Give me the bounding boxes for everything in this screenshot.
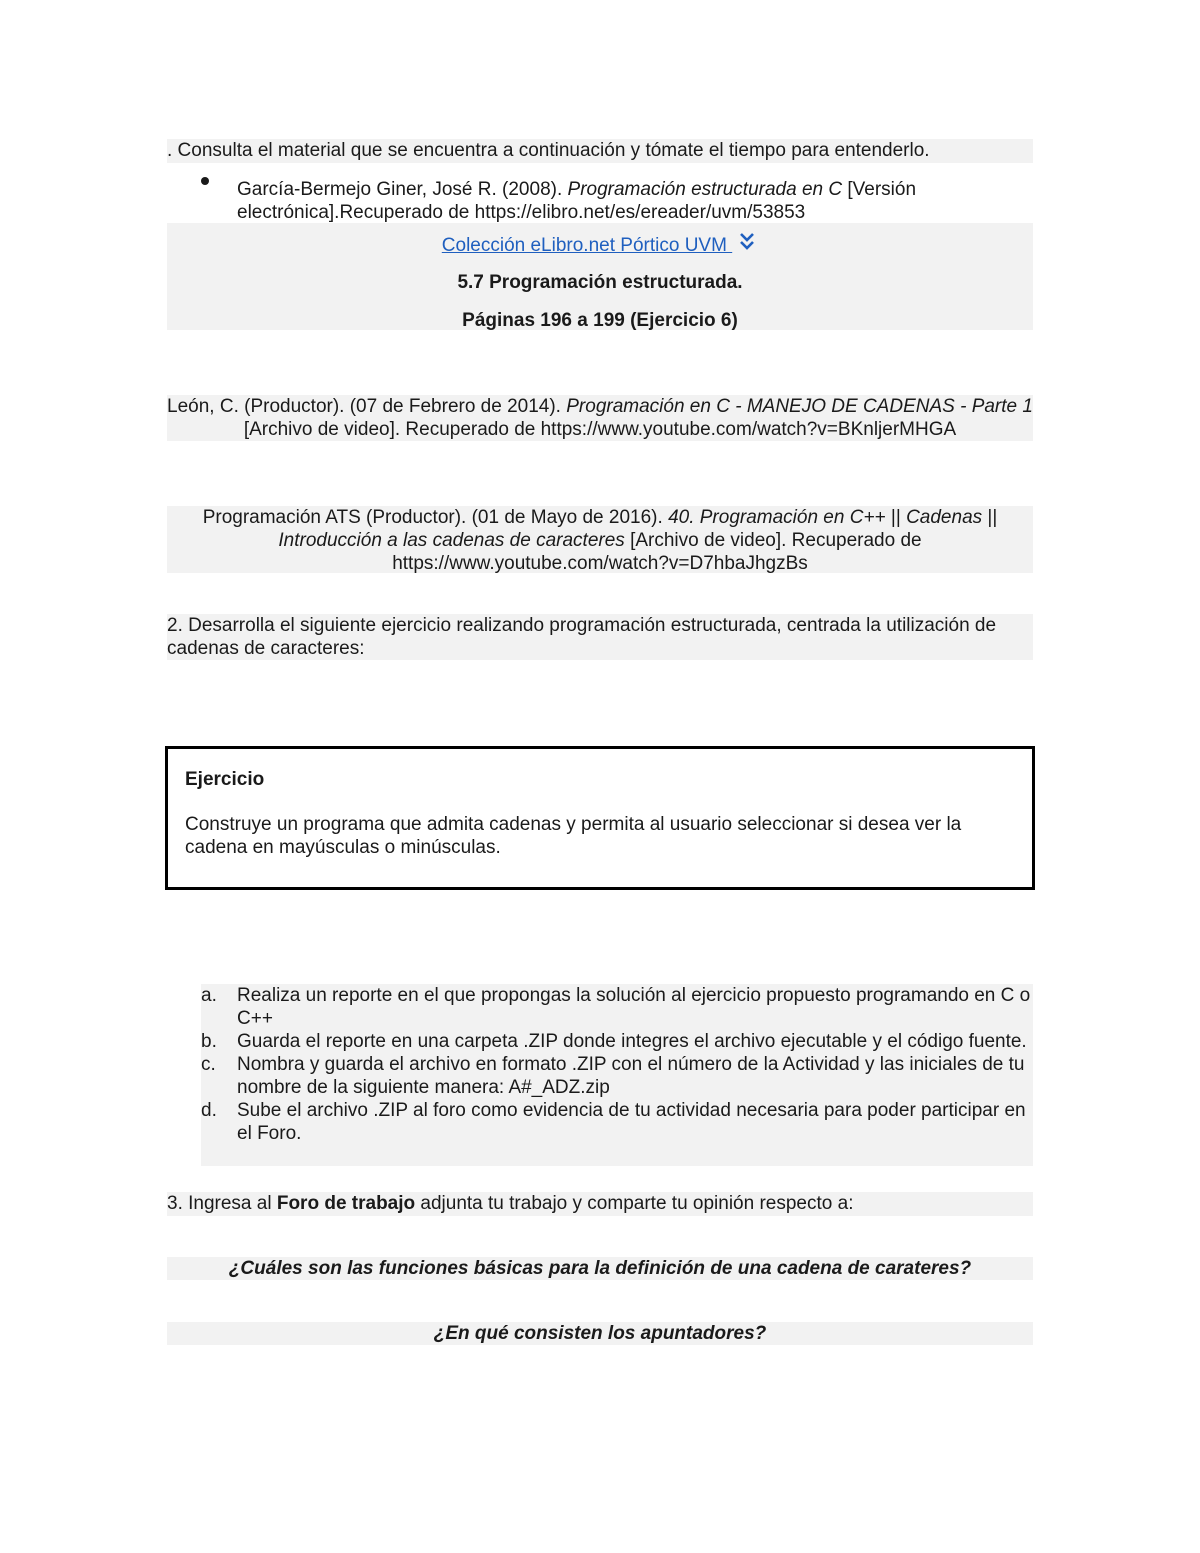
list-item-marker: a. — [201, 985, 217, 1006]
pages-range: Páginas 196 a 199 (Ejercicio 6) — [462, 310, 738, 331]
reference-garcia-title: Programación estructurada en C — [567, 179, 843, 200]
forum-name: Foro de trabajo — [276, 1193, 416, 1214]
list-item-marker: d. — [201, 1100, 217, 1121]
list-item — [201, 1053, 1033, 1099]
reference-garcia — [203, 163, 1033, 223]
double-chevron-down-icon[interactable] — [736, 231, 758, 253]
reference-ats-sep-2: || — [982, 507, 998, 528]
list-item-text: Guarda el reporte en una carpeta .ZIP donde integres el archivo ejecutable y el código fuente. — [237, 1031, 1027, 1052]
reference-ats-rest: [Archivo de video]. Recuperado de https://www.youtube.com/watch?v=D7hbaJhgzBs — [392, 530, 922, 574]
intro-instruction — [167, 139, 1033, 163]
elibro-link[interactable]: Colección eLibro.net Pórtico UVM — [441, 235, 733, 256]
reference-garcia-authors: García-Bermejo Giner, José R. (2008). — [237, 179, 568, 200]
task-3-pre: 3. Ingresa al — [167, 1193, 277, 1214]
list-item-text: Sube el archivo .ZIP al foro como evidencia de tu actividad necesaria para poder participar en el Foro. — [237, 1100, 1026, 1144]
reference-leon-rest: [Archivo de video]. Recuperado de https://www.youtube.com/watch?v=BKnljerMHGA — [243, 419, 957, 440]
task-2-text: 2. Desarrolla el siguiente ejercicio realizando programación estructurada, centrada la utilización de cadenas de caracteres: — [167, 615, 997, 659]
task-3-instruction — [167, 1192, 1033, 1216]
question-2: ¿En qué consisten los apuntadores? — [167, 1322, 1033, 1345]
list-item — [201, 1099, 1033, 1145]
reference-ats-title-3: Introducción a las cadenas de caracteres — [278, 530, 625, 551]
elibro-link-line — [167, 231, 1033, 257]
intro-text: . Consulta el material que se encuentra a continuación y tómate el tiempo para entenderlo. — [167, 140, 930, 161]
list-item-text: Nombra y guarda el archivo en formato .ZIP con el número de la Actividad y las iniciales de tu nombre de la siguiente manera: A#_ADZ.zip — [237, 1054, 1025, 1098]
exercise-body: Construye un programa que admita cadenas y permita al usuario seleccionar si desea ver la cadena en mayúsculas o minúsculas. — [185, 814, 962, 858]
elibro-block — [167, 223, 1033, 330]
reference-ats-sep-1: || — [885, 507, 907, 528]
task-2-instruction — [167, 614, 1033, 660]
exercise-heading: Ejercicio — [185, 769, 265, 790]
exercise-box — [165, 746, 1035, 890]
bullet-icon — [201, 177, 209, 185]
steps-list — [201, 984, 1033, 1166]
reference-ats-title-1: 40. Programación en C++ — [668, 507, 886, 528]
reference-leon-title: Programación en C - MANEJO DE CADENAS - Parte 1 — [566, 396, 1033, 417]
list-item — [201, 1030, 1033, 1053]
list-item-text: Realiza un reporte en el que propongas la solución al ejercicio propuesto programando en C o C++ — [237, 985, 1031, 1029]
reference-ats — [167, 506, 1033, 573]
list-item-marker: b. — [201, 1031, 217, 1052]
reference-garcia-text — [237, 178, 1027, 224]
reference-ats-title-2: Cadenas — [906, 507, 983, 528]
reference-leon — [167, 395, 1033, 441]
list-item-marker: c. — [201, 1054, 216, 1075]
reference-garcia-rest: [Versión electrónica].Recuperado de https://elibro.net/es/ereader/uvm/53853 — [237, 179, 917, 223]
reference-leon-authors: León, C. (Productor). (07 de Febrero de 2014). — [167, 396, 567, 417]
task-3-post: adjunta tu trabajo y comparte tu opinión respecto a: — [415, 1193, 854, 1214]
list-item — [201, 984, 1033, 1030]
question-1: ¿Cuáles son las funciones básicas para la definición de una cadena de carateres? — [167, 1257, 1033, 1280]
reference-ats-authors: Programación ATS (Productor). (01 de Mayo de 2016). — [202, 507, 669, 528]
section-title: 5.7 Programación estructurada. — [457, 272, 743, 293]
